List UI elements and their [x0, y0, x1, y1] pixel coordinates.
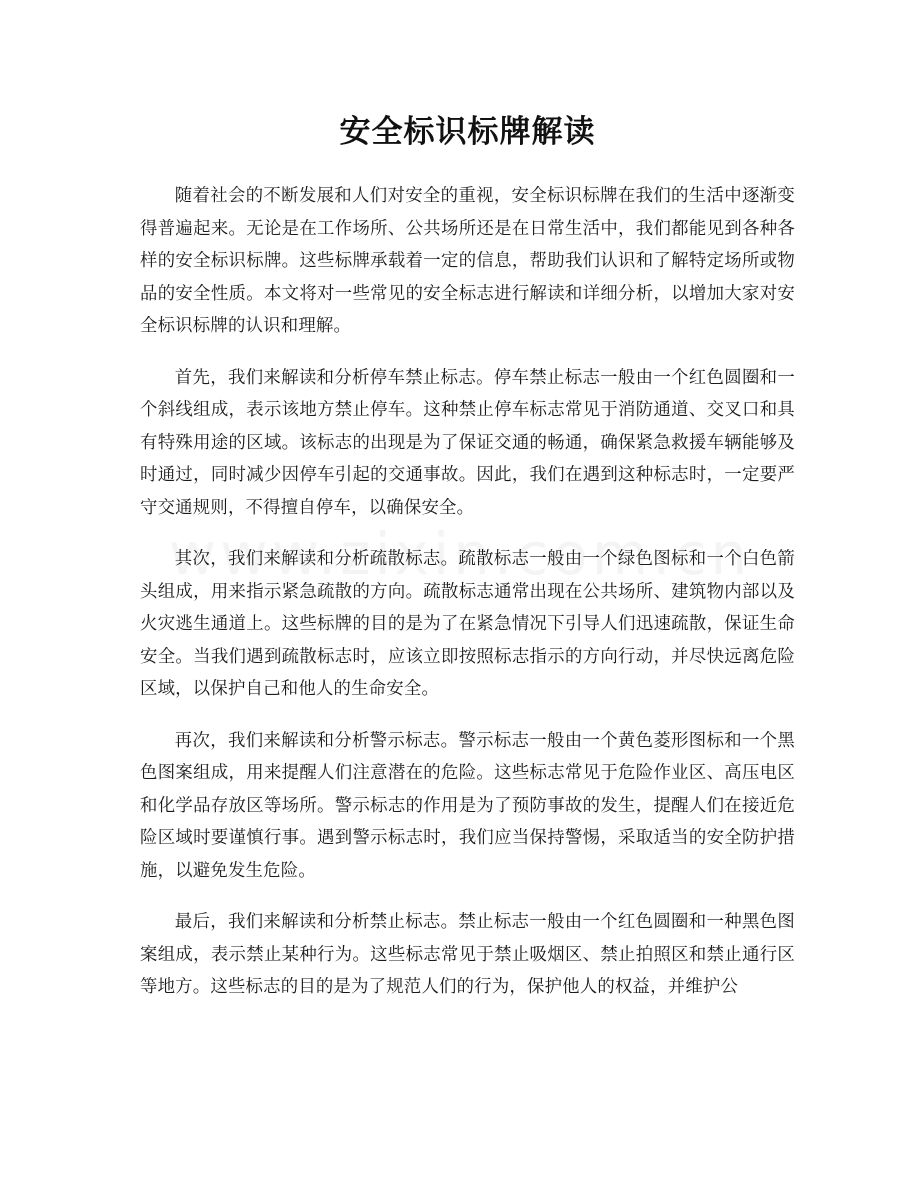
paragraph-no-parking-sign: 首先，我们来解读和分析停车禁止标志。停车禁止标志一般由一个红色圆圈和一个斜线组成，表示该地方禁止停车。这种禁止停车标志常见于消防通道、交叉口和具有特殊用途的区域。该标志的出现是为了保证交通的畅通，确保紧急救援车辆能够及时通过，同时减少因停车引起的交通事故。因此，我们在遇到这种标志时，一定要严守交通规则，不得擅自停车，以确保安全。: [140, 367, 795, 518]
document-title: 安全标识标牌解读: [339, 114, 596, 150]
paragraph-evacuation-sign: 其次，我们来解读和分析疏散标志。疏散标志一般由一个绿色图标和一个白色箭头组成，用来指示紧急疏散的方向。疏散标志通常出现在公共场所、建筑物内部以及火灾逃生通道上。这些标牌的目的是为了在紧急情况下引导人们迅速疏散，保证生命安全。当我们遇到疏散标志时，应该立即按照标志指示的方向行动，并尽快远离危险区域，以保护自己和他人的生命安全。: [140, 549, 795, 699]
paragraph-prohibition-sign: 最后，我们来解读和分析禁止标志。禁止标志一般由一个红色圆圈和一种黑色图案组成，表示禁止某种行为。这些标志常见于禁止吸烟区、禁止拍照区和禁止通行区等地方。这些标志的目的是为了规范人们的行为，保护他人的权益，并维护公: [140, 912, 795, 997]
document-body: [140, 180, 795, 1004]
paragraph-warning-sign: 再次，我们来解读和分析警示标志。警示标志一般由一个黄色菱形图标和一个黑色图案组成，用来提醒人们注意潜在的危险。这些标志常见于危险作业区、高压电区和化学品存放区等场所。警示标志的作用是为了预防事故的发生，提醒人们在接近危险区域时要谨慎行事。遇到警示标志时，我们应当保持警惕，采取适当的安全防护措施，以避免发生危险。: [140, 730, 795, 881]
paragraph-intro: 随着社会的不断发展和人们对安全的重视，安全标识标牌在我们的生活中逐渐变得普遍起来。无论是在工作场所、公共场所还是在日常生活中，我们都能见到各种各样的安全标识标牌。这些标牌承载着一定的信息，帮助我们认识和了解特定场所或物品的安全性质。本文将对一些常见的安全标志进行解读和详细分析，以增加大家对安全标识标牌的认识和理解。: [140, 186, 795, 336]
